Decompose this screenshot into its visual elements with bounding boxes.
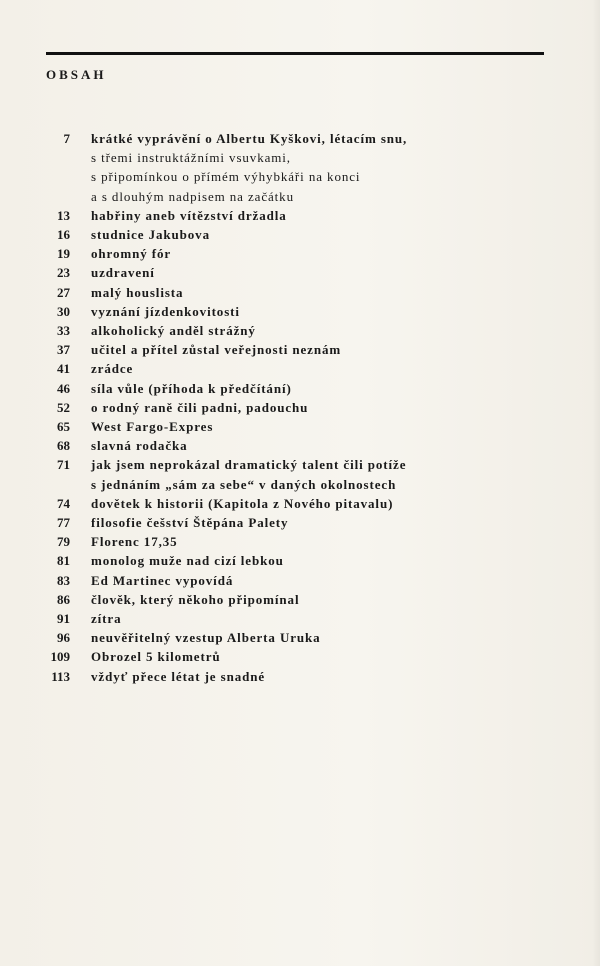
- toc-entry: [40, 455, 540, 493]
- toc-title-line: slavná rodačka: [91, 438, 188, 454]
- table-of-contents: [40, 129, 540, 686]
- toc-title-line: dovětek k historii (Kapitola z Nového pitavalu): [91, 495, 394, 511]
- toc-page-number: 109: [50, 649, 70, 665]
- toc-title-line: malý houslista: [91, 284, 184, 300]
- toc-page-number: 96: [57, 630, 70, 646]
- toc-title: [91, 532, 540, 551]
- toc-entry: [40, 417, 540, 436]
- toc-entry: [40, 647, 540, 666]
- toc-title-line: člověk, který někoho připomínal: [91, 591, 300, 607]
- toc-page-number: 91: [57, 611, 70, 627]
- toc-page-number: 41: [57, 361, 70, 377]
- toc-page-number: 68: [57, 438, 70, 454]
- toc-page-number: 81: [57, 553, 70, 569]
- toc-title-line: a s dlouhým nadpisem na začátku: [91, 188, 294, 204]
- toc-entry: [40, 206, 540, 225]
- toc-entry: [40, 379, 540, 398]
- toc-title: [91, 436, 540, 455]
- toc-title: [91, 667, 540, 686]
- toc-title: [91, 283, 540, 302]
- toc-page-number: 79: [57, 534, 70, 550]
- toc-title: [91, 551, 540, 570]
- toc-title-line: o rodný raně čili padni, padouchu: [91, 399, 309, 415]
- toc-title-line: zrádce: [91, 361, 134, 377]
- toc-title: [91, 513, 540, 532]
- toc-title-line: Obrozel 5 kilometrů: [91, 649, 221, 665]
- toc-page-number: 16: [57, 227, 70, 243]
- toc-title: [91, 647, 540, 666]
- toc-title-line: zítra: [91, 611, 122, 627]
- toc-title: [91, 129, 540, 206]
- toc-title: [91, 263, 540, 282]
- toc-page-number: 13: [57, 207, 70, 223]
- toc-entry: [40, 244, 540, 263]
- toc-page-number: 113: [51, 668, 70, 684]
- top-rule: [46, 52, 544, 55]
- toc-page-number: 83: [57, 572, 70, 588]
- toc-entry: [40, 436, 540, 455]
- toc-title-line: síla vůle (příhoda k předčítání): [91, 380, 292, 396]
- toc-page-number: 19: [57, 246, 70, 262]
- toc-title-line: jak jsem neprokázal dramatický talent čili potíže: [91, 457, 407, 473]
- toc-entry: [40, 571, 540, 590]
- toc-title-line: monolog muže nad cizí lebkou: [91, 553, 284, 569]
- toc-title-line: West Fargo-Expres: [91, 419, 214, 435]
- toc-title: [91, 379, 540, 398]
- toc-title: [91, 494, 540, 513]
- toc-title: [91, 359, 540, 378]
- toc-title-line: habřiny aneb vítězství držadla: [91, 207, 287, 223]
- toc-title-line: studnice Jakubova: [91, 227, 210, 243]
- toc-page-number: 52: [57, 399, 70, 415]
- toc-entry: [40, 340, 540, 359]
- toc-entry: [40, 398, 540, 417]
- toc-page-number: 77: [57, 515, 70, 531]
- toc-title: [91, 398, 540, 417]
- toc-title-line: uzdravení: [91, 265, 155, 281]
- toc-title-line: alkoholický anděl strážný: [91, 323, 256, 339]
- toc-page-number: 74: [57, 495, 70, 511]
- toc-title: [91, 340, 540, 359]
- toc-title-line: vždyť přece létat je snadné: [91, 668, 266, 684]
- toc-page-number: 86: [57, 591, 70, 607]
- toc-title: [91, 590, 540, 609]
- toc-title-line: filosofie češství Štěpána Palety: [91, 515, 289, 531]
- toc-title-line: s třemi instruktážními vsuvkami,: [91, 150, 291, 166]
- toc-title: [91, 571, 540, 590]
- toc-entry: [40, 359, 540, 378]
- toc-title: [91, 455, 540, 493]
- toc-entry: [40, 590, 540, 609]
- toc-title: [91, 302, 540, 321]
- toc-entry: [40, 263, 540, 282]
- toc-title: [91, 244, 540, 263]
- toc-title-line: krátké vyprávění o Albertu Kyškovi, létacím snu,: [91, 131, 408, 146]
- toc-page-number: 7: [63, 131, 70, 146]
- toc-title-line: neuvěřitelný vzestup Alberta Uruka: [91, 630, 321, 646]
- toc-title: [91, 206, 540, 225]
- toc-page-number: 46: [57, 380, 70, 396]
- page-edge-shadow: [592, 0, 600, 966]
- toc-title: [91, 417, 540, 436]
- toc-page-number: 71: [57, 457, 70, 473]
- toc-entry: [40, 551, 540, 570]
- toc-entry: [40, 494, 540, 513]
- toc-page-number: 65: [57, 419, 70, 435]
- toc-title: [91, 321, 540, 340]
- toc-title-line: ohromný fór: [91, 246, 172, 262]
- toc-entry: [40, 667, 540, 686]
- toc-entry: [40, 302, 540, 321]
- toc-page-number: 37: [57, 342, 70, 358]
- toc-entry: [40, 628, 540, 647]
- toc-title-line: Florenc 17,35: [91, 534, 178, 550]
- toc-entry: [40, 225, 540, 244]
- toc-title-line: s připomínkou o přímém výhybkáři na konci: [91, 169, 361, 185]
- toc-entry: [40, 532, 540, 551]
- toc-page-number: 30: [57, 303, 70, 319]
- toc-entry: [40, 283, 540, 302]
- toc-title: [91, 225, 540, 244]
- toc-title-line: vyznání jízdenkovitosti: [91, 303, 240, 319]
- toc-entry: [40, 321, 540, 340]
- toc-page-number: 33: [57, 323, 70, 339]
- toc-entry: [40, 609, 540, 628]
- page-title: OBSAH: [46, 67, 107, 82]
- toc-page-number: 23: [57, 265, 70, 281]
- toc-page-number: 27: [57, 284, 70, 300]
- toc-entry: [40, 513, 540, 532]
- toc-entry: [40, 129, 540, 206]
- toc-title-line: s jednáním „sám za sebe“ v daných okolnostech: [91, 476, 397, 492]
- toc-title: [91, 609, 540, 628]
- toc-title-line: učitel a přítel zůstal veřejnosti neznám: [91, 342, 342, 358]
- toc-title-line: Ed Martinec vypovídá: [91, 572, 234, 588]
- toc-title: [91, 628, 540, 647]
